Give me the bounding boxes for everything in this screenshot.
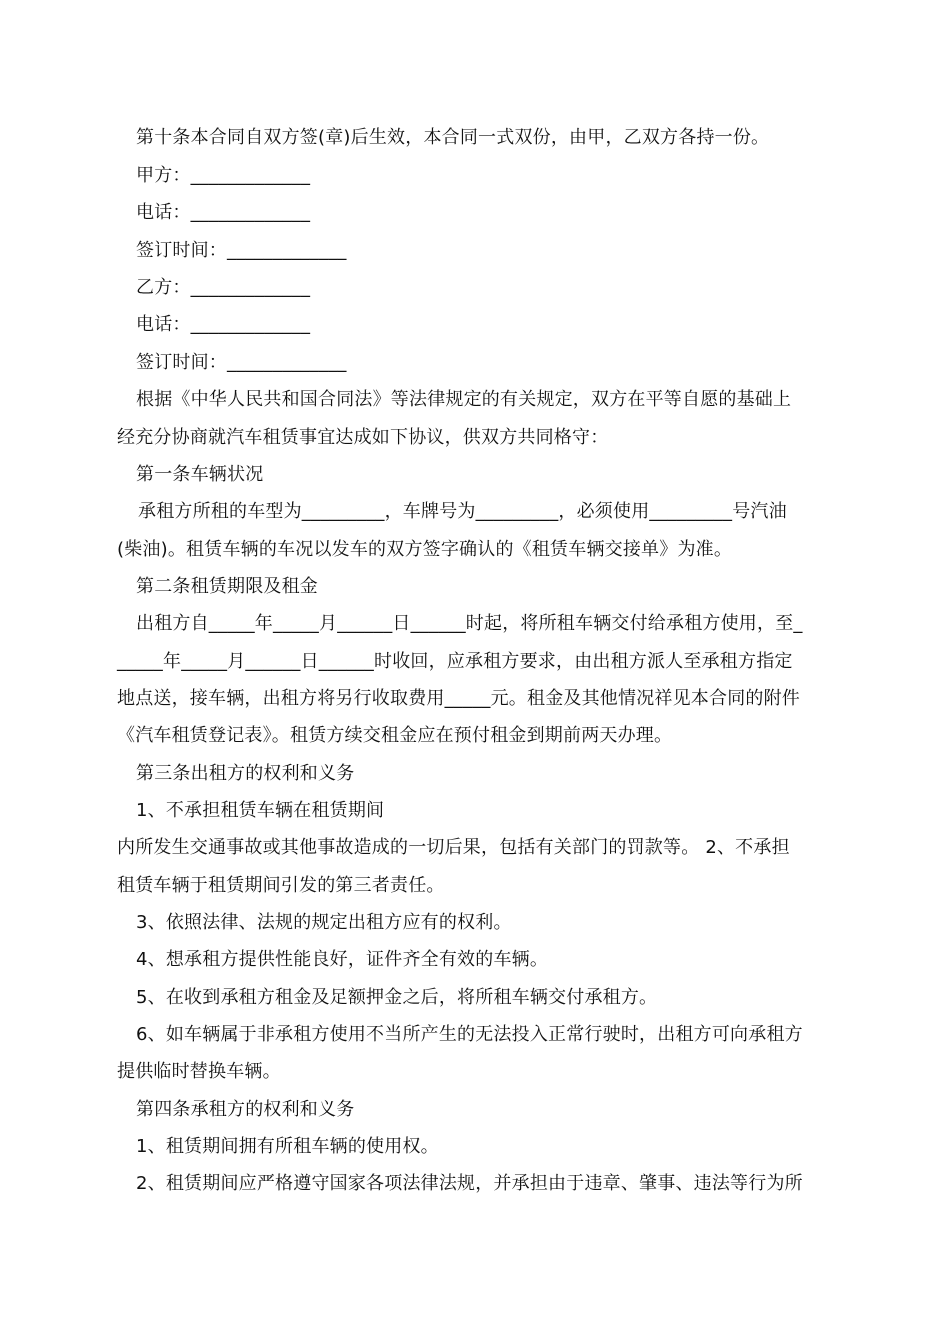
clause-2-line-4: 《汽车租赁登记表》。租赁方续交租金应在预付租金到期前两天办理。	[117, 725, 673, 746]
clause-1-heading: 第一条车辆状况	[136, 464, 264, 485]
party-a-field: 甲方：_____________	[136, 165, 311, 186]
clause-4-item-1: 1、租赁期间拥有所租车辆的使用权。	[136, 1136, 439, 1157]
clause-4-heading: 第四条承租方的权利和义务	[136, 1099, 355, 1120]
clause-2-heading: 第二条租赁期限及租金	[136, 576, 318, 597]
clause-3-item-6-line-1: 6、如车辆属于非承租方使用不当所产生的无法投入正常行驶时，出租方可向承租方	[136, 1024, 803, 1045]
clause-10-text: 第十条本合同自双方签(章)后生效，本合同一式双份，由甲，乙双方各持一份。	[136, 127, 770, 148]
clause-3-item-1-line-2: 内所发生交通事故或其他事故造成的一切后果，包括有关部门的罚款等。 2、不承担	[117, 837, 790, 858]
clause-3-item-4: 4、想承租方提供性能良好，证件齐全有效的车辆。	[136, 949, 549, 970]
clause-4-item-2-line-1: 2、租赁期间应严格遵守国家各项法律法规，并承担由于违章、肇事、违法等行为所	[136, 1173, 803, 1194]
clause-3-item-2-line-2: 租赁车辆于租赁期间引发的第三者责任。	[117, 875, 445, 896]
clause-3-item-6-line-2: 提供临时替换车辆。	[117, 1061, 281, 1082]
preamble-line-1: 根据《中华人民共和国合同法》等法律规定的有关规定，双方在平等自愿的基础上	[136, 389, 792, 410]
party-a-phone-field: 电话：_____________	[136, 202, 311, 223]
clause-3-item-3: 3、依照法律、法规的规定出租方应有的权利。	[136, 912, 512, 933]
clause-3-heading: 第三条出租方的权利和义务	[136, 763, 355, 784]
clause-1-line-2: (柴油)。租赁车辆的车况以发车的双方签字确认的《租赁车辆交接单》为准。	[117, 539, 733, 560]
clause-1-line-1: 承租方所租的车型为_________，车牌号为_________，必须使用_________号汽油	[138, 501, 787, 522]
preamble-line-2: 经充分协商就汽车租赁事宜达成如下协议，供双方共同格守：	[117, 427, 609, 448]
clause-3-item-5: 5、在收到承租方租金及足额押金之后，将所租车辆交付承租方。	[136, 987, 658, 1008]
party-b-field: 乙方：_____________	[136, 277, 311, 298]
clause-3-item-1-line-1: 1、不承担租赁车辆在租赁期间	[136, 800, 385, 821]
party-b-sign-date-field: 签订时间：_____________	[136, 352, 347, 373]
party-a-sign-date-field: 签订时间：_____________	[136, 240, 347, 261]
party-b-phone-field: 电话：_____________	[136, 314, 311, 335]
clause-2-line-3: 地点送，接车辆，出租方将另行收取费用_____元。租金及其他情况祥见本合同的附件	[117, 688, 800, 709]
clause-2-line-2: _____年_____月______日______时收回，应承租方要求，由出租方派人至承租方指定	[117, 651, 793, 672]
clause-2-line-1: 出租方自_____年_____月______日______时起，将所租车辆交付给承租方使用，至_	[136, 613, 803, 634]
